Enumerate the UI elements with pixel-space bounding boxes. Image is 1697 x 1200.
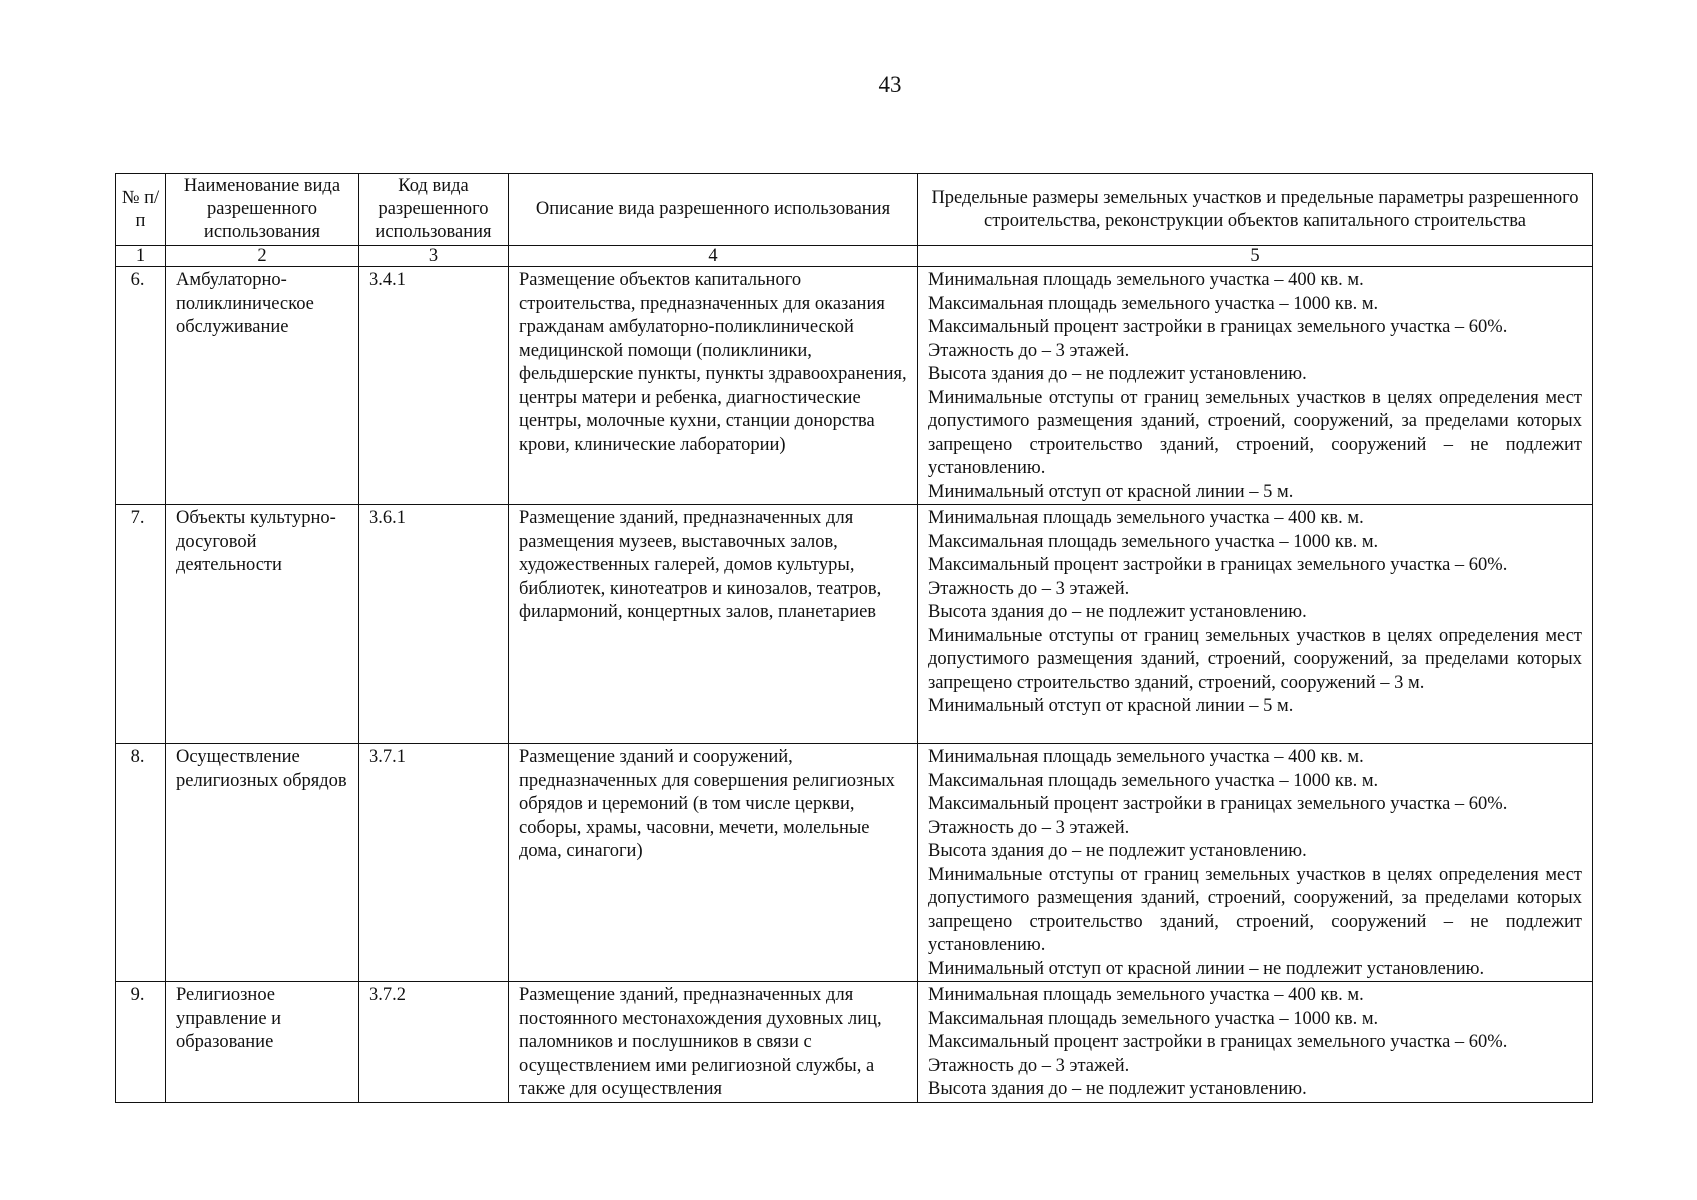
row-number: 7. <box>116 505 166 744</box>
table-row <box>116 267 1593 505</box>
param-line: Этажность до – 3 этажей. <box>928 340 1130 361</box>
param-line: Высота здания до – не подлежит установлению. <box>928 841 1307 861</box>
param-line: Максимальный процент застройки в границах земельного участка – 60%. <box>928 317 1508 337</box>
param-line: Максимальная площадь земельного участка – 1000 кв. м. <box>928 293 1379 314</box>
table-row <box>116 744 1593 982</box>
page-number: 43 <box>878 72 902 97</box>
use-code: 3.6.1 <box>359 505 509 744</box>
param-line: Минимальные отступы от границ земельных участков в целях определения мест допустимого размещения зданий, строений, сооружений, за пределами которых запрещено строительство зданий, строений, сооружений – 3 м. <box>928 625 1582 693</box>
param-line: Высота здания до – не подлежит установлению. <box>928 364 1307 384</box>
table-row <box>116 505 1593 744</box>
column-number: 5 <box>918 246 1593 267</box>
param-line: Максимальный процент застройки в границах земельного участка – 60%. <box>928 1032 1508 1052</box>
column-number-row <box>116 246 1593 267</box>
param-line: Максимальный процент застройки в границах земельного участка – 60%. <box>928 794 1508 814</box>
row-number: 6. <box>116 267 166 505</box>
param-line: Максимальная площадь земельного участка – 1000 кв. м. <box>928 770 1379 791</box>
param-line: Минимальная площадь земельного участка – 400 кв. м. <box>928 747 1364 767</box>
header-code: Код вида разрешенного использования <box>359 174 509 246</box>
param-line: Максимальная площадь земельного участка – 1000 кв. м. <box>928 531 1379 552</box>
column-number: 3 <box>359 246 509 267</box>
use-description: Размещение зданий, предназначенных для постоянного местонахождения духовных лиц, паломников и послушников в связи с осуществлением ими религиозной службы, а также для осуществления <box>509 982 918 1103</box>
param-line: Минимальная площадь земельного участка – 400 кв. м. <box>928 508 1364 528</box>
use-code: 3.7.1 <box>359 744 509 982</box>
use-name: Религиозное управление и образование <box>166 982 359 1103</box>
use-description: Размещение зданий, предназначенных для размещения музеев, выставочных залов, художественных галерей, домов культуры, библиотек, кинотеатров и кинозалов, театров, филармоний, концертных залов, планетариев <box>509 505 918 744</box>
param-line: Максимальная площадь земельного участка – 1000 кв. м. <box>928 1008 1379 1029</box>
column-number: 1 <box>116 246 166 267</box>
use-parameters <box>918 744 1593 982</box>
param-line: Минимальный отступ от красной линии – 5 м. <box>928 481 1294 502</box>
use-parameters <box>918 982 1593 1103</box>
column-number: 2 <box>166 246 359 267</box>
use-name: Объекты культурно-досуговой деятельности <box>166 505 359 744</box>
param-line: Этажность до – 3 этажей. <box>928 817 1130 838</box>
use-name: Амбулаторно-поликлиническое обслуживание <box>166 267 359 505</box>
param-line: Минимальная площадь земельного участка – 400 кв. м. <box>928 985 1364 1005</box>
header-params: Предельные размеры земельных участков и предельные параметры разрешенного строительства, реконструкции объектов капитального строительства <box>918 174 1593 246</box>
row-number: 9. <box>116 982 166 1103</box>
param-line: Минимальные отступы от границ земельных участков в целях определения мест допустимого размещения зданий, строений, сооружений, за пределами которых запрещено строительство зданий, строений, сооружений – не подлежит установлению. <box>928 864 1582 955</box>
table-row <box>116 982 1593 1103</box>
param-line: Минимальный отступ от красной линии – 5 м. <box>928 696 1294 716</box>
row-number: 8. <box>116 744 166 982</box>
param-line: Минимальная площадь земельного участка – 400 кв. м. <box>928 270 1364 290</box>
column-number: 4 <box>509 246 918 267</box>
param-line: Минимальный отступ от красной линии – не подлежит установлению. <box>928 958 1485 979</box>
param-line: Этажность до – 3 этажей. <box>928 578 1130 599</box>
param-line: Этажность до – 3 этажей. <box>928 1055 1130 1076</box>
use-description: Размещение объектов капитального строительства, предназначенных для оказания гражданам амбулаторно-поликлинической медицинской помощи (поликлиники, фельдшерские пункты, пункты здравоохранения, центры матери и ребенка, диагностические центры, молочные кухни, станции донорства крови, клинические лаборатории) <box>509 267 918 505</box>
use-code: 3.4.1 <box>359 267 509 505</box>
param-line: Максимальный процент застройки в границах земельного участка – 60%. <box>928 555 1508 575</box>
use-parameters <box>918 267 1593 505</box>
header-description: Описание вида разрешенного использования <box>509 174 918 246</box>
use-code: 3.7.2 <box>359 982 509 1103</box>
param-line: Высота здания до – не подлежит установлению. <box>928 602 1307 622</box>
use-name: Осуществление религиозных обрядов <box>166 744 359 982</box>
header-name: Наименование вида разрешенного использования <box>166 174 359 246</box>
use-parameters <box>918 505 1593 744</box>
param-line: Минимальные отступы от границ земельных участков в целях определения мест допустимого размещения зданий, строений, сооружений, за пределами которых запрещено строительство зданий, строений, сооружений – не подлежит установлению. <box>928 387 1582 478</box>
table-header-row <box>116 174 1593 246</box>
param-line: Высота здания до – не подлежит установлению. <box>928 1079 1307 1099</box>
use-description: Размещение зданий и сооружений, предназначенных для совершения религиозных обрядов и церемоний (в том числе церкви, соборы, храмы, часовни, мечети, молельные дома, синагоги) <box>509 744 918 982</box>
header-num: № п/п <box>116 174 166 246</box>
permitted-use-table <box>115 173 1593 1103</box>
